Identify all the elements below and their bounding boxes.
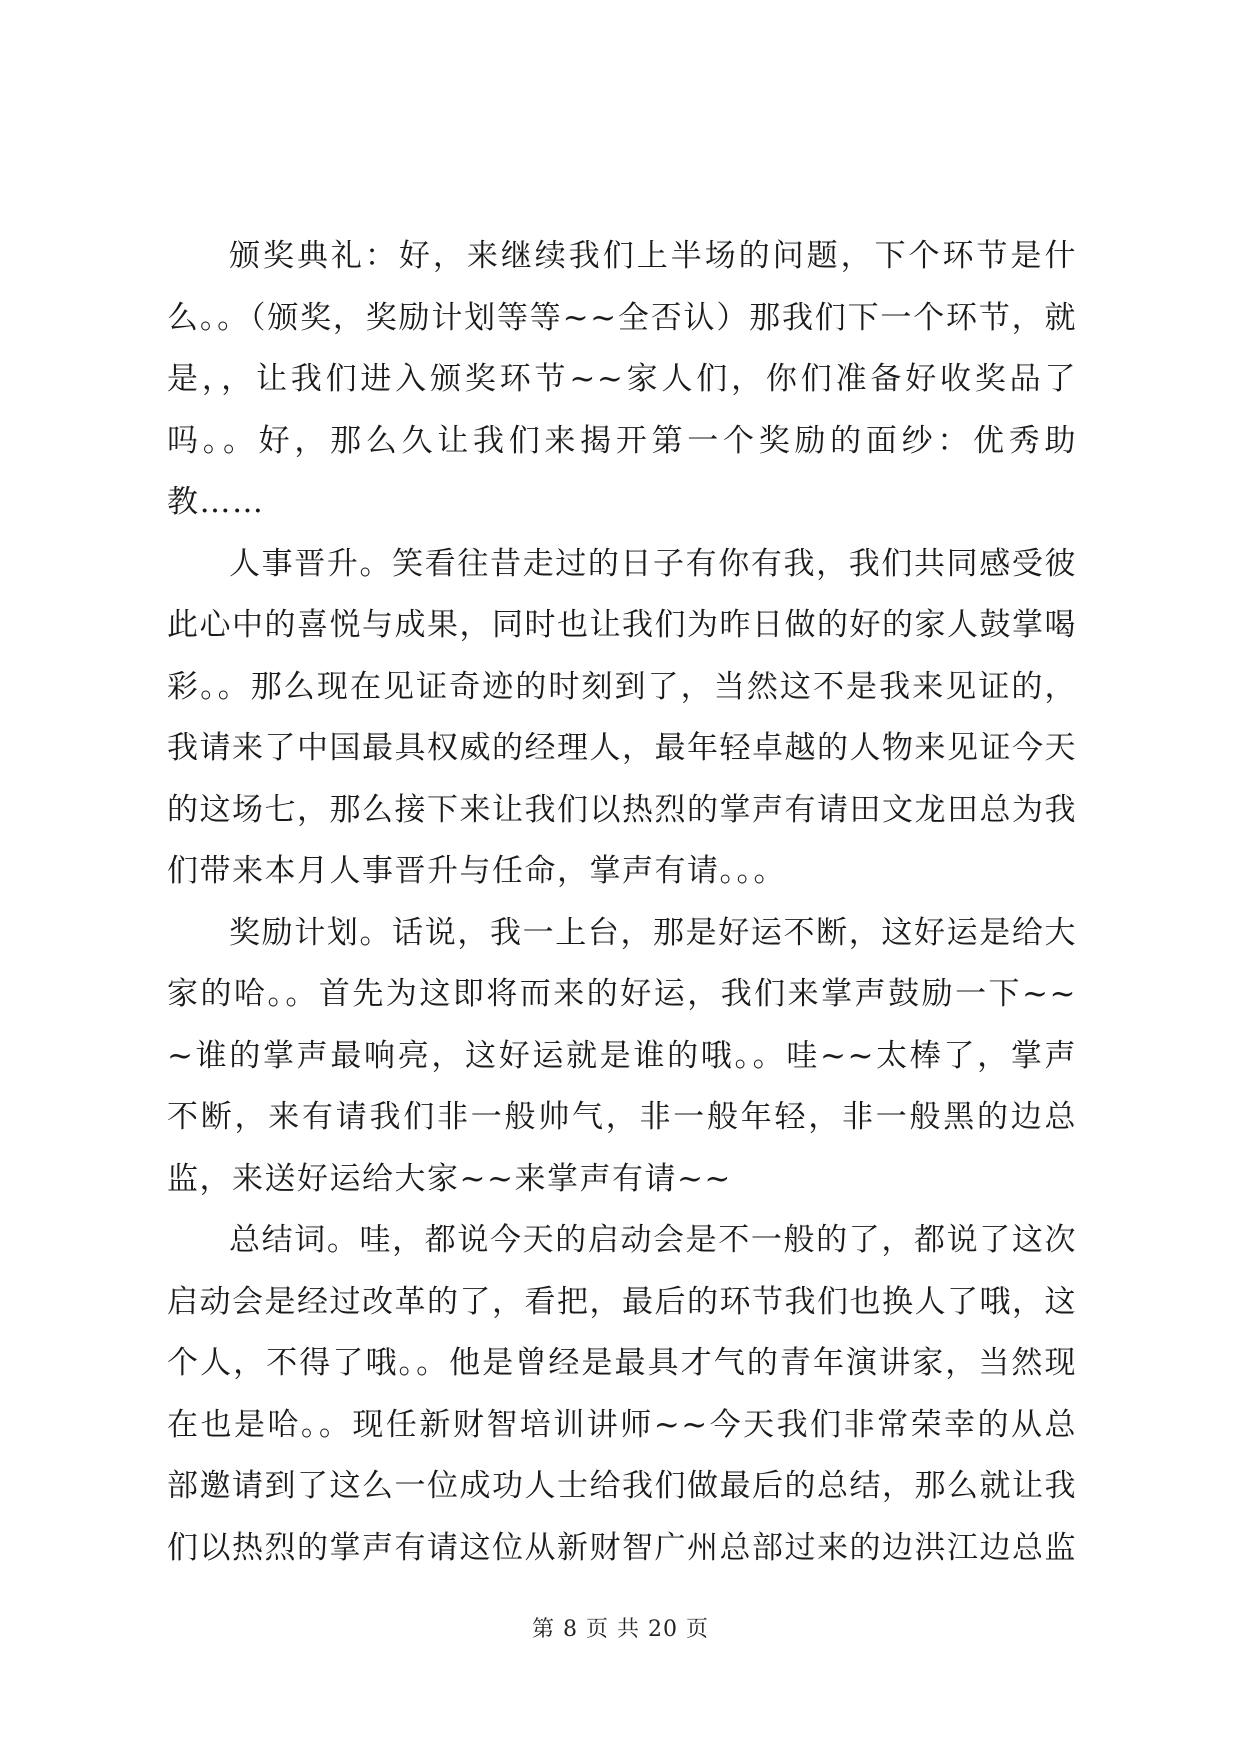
document-body [167, 226, 1077, 1579]
page-number-footer: 第 8 页 共 20 页 [532, 1617, 709, 1642]
paragraph-personnel-promotion: 人事晋升。笑看往昔走过的日子有你有我，我们共同感受彼此心中的喜悦与成果，同时也让我们为昨日做的好的家人鼓掌喝彩。。那么现在见证奇迹的时刻到了，当然这不是我来见证的，我请来了中国最具权威的经理人，最年轻卓越的人物来见证今天的这场七，那么接下来让我们以热烈的掌声有请田文龙田总为我们带来本月人事晋升与任命，掌声有请。。。 [167, 545, 1077, 889]
paragraph-award-ceremony: 颁奖典礼：好，来继续我们上半场的问题，下个环节是什么。。（颁奖，奖励计划等等~~全否认）那我们下一个环节，就是，，让我们进入颁奖环节~~家人们，你们准备好收奖品了吗。。好，那么久让我们来揭开第一个奖励的面纱：优秀助教…… [167, 238, 1077, 520]
paragraph-closing-remarks: 总结词。哇，都说今天的启动会是不一般的了，都说了这次启动会是经过改革的了，看把，最后的环节我们也换人了哦，这个人，不得了哦。。他是曾经是最具才气的青年演讲家，当然现在也是哈。。现任新财智培训讲师~~今天我们非常荣幸的从总部邀请到了这么一位成功人士给我们做最后的总结，那么就让我们以热烈的掌声有请这位从新财智广州总部过来的边洪江边总监 [167, 1222, 1077, 1566]
paragraph-reward-plan: 奖励计划。话说，我一上台，那是好运不断，这好运是给大家的哈。。首先为这即将而来的好运，我们来掌声鼓励一下~~~谁的掌声最响亮，这好运就是谁的哦。。哇~~太棒了，掌声不断，来有请我们非一般帅气，非一般年轻，非一般黑的边总监，来送好运给大家~~来掌声有请~~ [167, 914, 1077, 1197]
